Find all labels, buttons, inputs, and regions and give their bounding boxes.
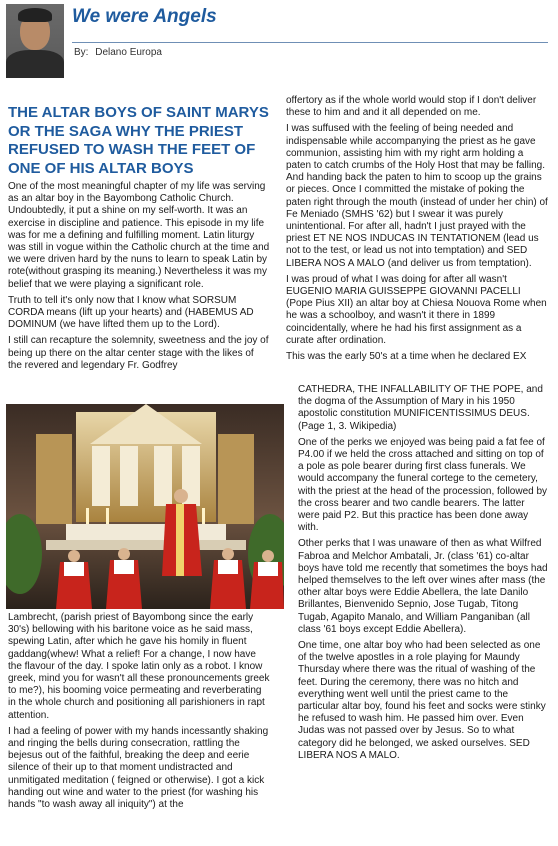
paragraph: One of the most meaningful chapter of my life was serving as an altar boy in the Bayombong Catholic Church. Undoubtedly, it put a shine on my self-worth. It was an exercise in discipline and patience. This episode in my life was for me a defining and fulfilling moment. Latin liturgy was still in vogue within the Catholic church at the time and we were driven hard by the nuns to learn to speak Latin by rote(without grasping its meaning.) Nevertheless it was my belief that we were playing a significant role. bbox=[8, 181, 270, 290]
paragraph: Other perks that I was unaware of then as what Wilfred Fabroa and Melchor Ambatali, Jr. (class '61) co-altar boys have told me recently that sometimes the boys had helped themselves to the left over wines after mass (the other altar boys were Eddie Abellera, the late Danilo Brillantes, Bienvenido Sepnio, Jose Tugab, Titong Tugab, Agapito Manalo, and William Panganiban (all class '61 boys except Eddie Abellera). bbox=[298, 538, 548, 635]
altar-step bbox=[46, 540, 246, 550]
paragraph: One of the perks we enjoyed was being paid a fat fee of P4.00 if we held the cross attached and sitting on top of a pole as pole bearer during first class funerals. We would accompany the funeral cortege to the cemetery, with the priest at the head of the procession, followed by the cross bearer and two candle bearers. The latter were paid P2. But this practice has been done away with. bbox=[298, 436, 548, 534]
paragraph: I was suffused with the feeling of being needed and indispensable while accompanying the priest as he gave communion, assisting him with my right arm holding a paten to catch crumbs of the Holy Host that may be falling. And handing back the paten to him to scoop up the grains or pieces. Once I committed the mistake of poking the paten right through the mouth (instead of under her chin) of Fe Meniado (SMHS '62) but I swear it was purely unintentional. For after all, hadn't I just prayed with the priest ET NE NOS INDUCAS IN TENTATIONEM (lead us not to the test, or lead us not into temptation) and SED LIBERA NOS A MALO (and deliver us from temptation). bbox=[286, 123, 548, 269]
left-lower-column bbox=[8, 612, 272, 815]
paragraph: CATHEDRA, THE INFALLABILITY OF THE POPE, and the dogma of the Assumption of Mary in his 1950 apostolic constitution MUNIFICENTISSIMUS DEUS.(Page 1, 3. Wikipedia) bbox=[298, 384, 543, 432]
author-photo-hair bbox=[18, 8, 52, 22]
paragraph: I had a feeling of power with my hands incessantly shaking and ringing the bells during consecration, rattling the bejesus out of the faithful, breaking the deep and eerie silence of their up to that moment undistracted and unmitigated meditation ( feigned or otherwise). I got a kick handing out wine and water to the priest (for washing his hands "to wash away all iniquity") at the bbox=[8, 725, 269, 811]
article-headline: THE ALTAR BOYS OF SAINT MARYS OR THE SAGA WHY THE PRIEST REFUSED TO WASH THE FEET OF ONE OF HIS ALTAR BOYS bbox=[8, 104, 269, 177]
paragraph: Truth to tell it's only now that I know what SORSUM CORDA means (lift up your hearts) and (HABEMUS AD DOMINUM (we have lifted them up to the Lord). bbox=[8, 294, 254, 331]
byline bbox=[74, 47, 162, 58]
paragraph: offertory as if the whole world would stop if I don't deliver these to him and and it all depended on me. bbox=[286, 95, 537, 119]
title-divider bbox=[72, 42, 548, 43]
author-name: Delano Europa bbox=[95, 47, 162, 58]
altar-table bbox=[66, 524, 226, 540]
paragraph: I was proud of what I was doing for after all wasn't EUGENIO MARIA GUISSEPPE GIOVANNI PACELLI (Pope Pius XII) an altar boy at Chiesa Nouova Rome when he was a schoolboy, and wasn't it there in 1899 coincidentally, where he had his first assignment as a curate after ordination. bbox=[286, 273, 547, 346]
paragraph: I still can recapture the solemnity, sweetness and the joy of being up there on the altar center stage with the likes of the revered and legendary Fr. Godfrey bbox=[8, 335, 269, 371]
left-column bbox=[8, 104, 270, 376]
author-photo-shirt bbox=[6, 50, 64, 78]
author-photo bbox=[6, 4, 64, 78]
right-lower-column bbox=[298, 384, 548, 766]
article-header bbox=[0, 0, 558, 82]
article-title: We were Angels bbox=[72, 6, 217, 27]
paragraph: Lambrecht, (parish priest of Bayombong since the early 30's) bellowing with his baritone voice as he said mass, spewing Latin, after which he gave his homily in fluent gaddang(whew! What a relief! For a change, I now have the flavour of the day. I spoke latin only as a robot. I know greek, mind you for wasn't all these pronouncements greek to me?), his booming voice permeating and reverberating in the whole church and positioning all parishioners in rapt attention. bbox=[8, 612, 270, 721]
byline-label: By: bbox=[74, 47, 89, 58]
right-column bbox=[286, 95, 548, 367]
paragraph: One time, one altar boy who had been selected as one of the twelve apostles in a role playing for Maundy Thursday where there was the ritual of washing of the feet. During the ceremony, there was no hitch and everything went well until the priest came to the particular altar boy, found his feet and socks were stinky he refused to wash him. He passed him over. Even Judas was not passed over by Jesus. So to what category did he belonged, we asked ourselves. SED LIBERA NOS A MALO. bbox=[298, 640, 546, 761]
paragraph: This was the early 50's at a time when he declared EX bbox=[286, 351, 527, 363]
altar-photo bbox=[6, 404, 284, 609]
